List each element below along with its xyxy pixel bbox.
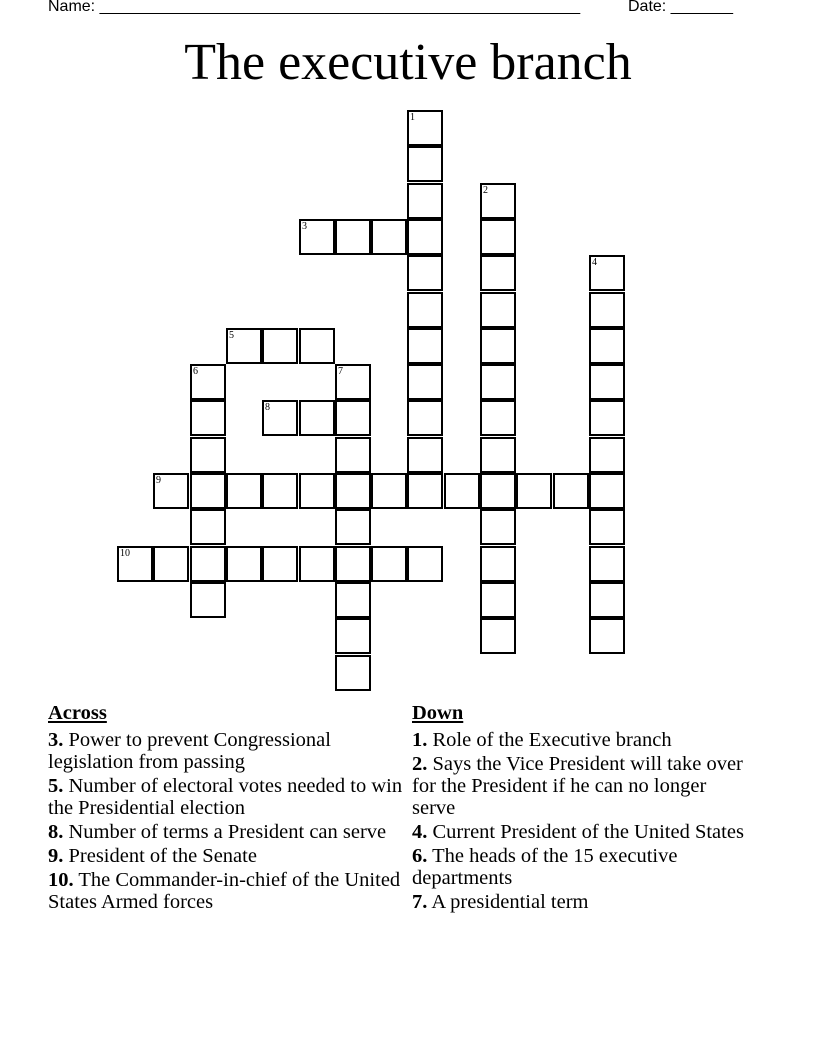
- grid-cell[interactable]: [407, 146, 443, 182]
- grid-cell[interactable]: [480, 328, 516, 364]
- cell-number: 10: [120, 548, 130, 559]
- grid-cell[interactable]: [190, 400, 226, 436]
- name-field[interactable]: Name: ______________________________________________________: [48, 0, 581, 15]
- grid-cell[interactable]: [480, 400, 516, 436]
- grid-cell[interactable]: [190, 546, 226, 582]
- grid-cell[interactable]: [480, 255, 516, 291]
- cell-number: 4: [592, 257, 597, 268]
- clue-text: Current President of the United States: [427, 821, 744, 843]
- grid-cell[interactable]: [335, 364, 371, 400]
- grid-cell[interactable]: [190, 509, 226, 545]
- grid-cell[interactable]: [480, 473, 516, 509]
- clue-text: The heads of the 15 executive departments: [412, 845, 678, 889]
- grid-cell[interactable]: [262, 328, 298, 364]
- clue-text: Power to prevent Congressional legislation from passing: [48, 729, 331, 773]
- grid-cell[interactable]: [480, 219, 516, 255]
- cell-number: 8: [265, 402, 270, 413]
- clue-number: 2.: [412, 753, 428, 775]
- clue-number: 5.: [48, 775, 64, 797]
- grid-cell[interactable]: [516, 473, 552, 509]
- grid-cell[interactable]: [299, 219, 335, 255]
- grid-cell[interactable]: [553, 473, 589, 509]
- grid-cell[interactable]: [299, 546, 335, 582]
- cell-number: 9: [156, 475, 161, 486]
- grid-cell[interactable]: [335, 400, 371, 436]
- grid-cell[interactable]: [299, 400, 335, 436]
- grid-cell[interactable]: [589, 473, 625, 509]
- grid-cell[interactable]: [589, 582, 625, 618]
- grid-cell[interactable]: [407, 364, 443, 400]
- grid-cell[interactable]: [480, 618, 516, 654]
- grid-cell[interactable]: [190, 582, 226, 618]
- grid-cell[interactable]: [190, 437, 226, 473]
- grid-cell[interactable]: [153, 546, 189, 582]
- grid-cell[interactable]: [371, 546, 407, 582]
- grid-cell[interactable]: [299, 328, 335, 364]
- clue-across-8: [48, 821, 408, 843]
- clue-number: 6.: [412, 845, 428, 867]
- grid-cell[interactable]: [226, 328, 262, 364]
- clue-number: 10.: [48, 869, 74, 891]
- clue-number: 3.: [48, 729, 64, 751]
- grid-cell[interactable]: [480, 183, 516, 219]
- cell-number: 1: [410, 112, 415, 123]
- grid-cell[interactable]: [335, 437, 371, 473]
- across-clues: [48, 702, 408, 915]
- grid-cell[interactable]: [262, 400, 298, 436]
- grid-cell[interactable]: [335, 582, 371, 618]
- grid-cell[interactable]: [407, 255, 443, 291]
- clue-text: Says the Vice President will take over for the President if he can no longer serve: [412, 753, 743, 819]
- grid-cell[interactable]: [407, 219, 443, 255]
- grid-cell[interactable]: [589, 546, 625, 582]
- grid-cell[interactable]: [407, 546, 443, 582]
- clue-across-10: [48, 869, 408, 913]
- grid-cell[interactable]: [226, 546, 262, 582]
- clue-down-2: [412, 753, 752, 819]
- clue-down-4: [412, 821, 752, 843]
- clue-number: 7.: [412, 891, 428, 913]
- clue-down-6: [412, 845, 752, 889]
- clue-across-5: [48, 775, 408, 819]
- grid-cell[interactable]: [589, 255, 625, 291]
- date-field[interactable]: Date: _______: [628, 0, 733, 15]
- grid-cell[interactable]: [480, 546, 516, 582]
- grid-cell[interactable]: [371, 219, 407, 255]
- cell-number: 5: [229, 330, 234, 341]
- down-clues: [412, 702, 752, 915]
- grid-cell[interactable]: [589, 292, 625, 328]
- grid-cell[interactable]: [371, 473, 407, 509]
- clue-text: Number of electoral votes needed to win the Presidential election: [48, 775, 403, 819]
- grid-cell[interactable]: [589, 509, 625, 545]
- grid-cell[interactable]: [226, 473, 262, 509]
- clue-text: A presidential term: [427, 891, 589, 913]
- grid-cell[interactable]: [335, 618, 371, 654]
- grid-cell[interactable]: [444, 473, 480, 509]
- grid-cell[interactable]: [190, 473, 226, 509]
- grid-cell[interactable]: [335, 219, 371, 255]
- grid-cell[interactable]: [153, 473, 189, 509]
- cell-number: 3: [302, 221, 307, 232]
- grid-cell[interactable]: [190, 364, 226, 400]
- grid-cell[interactable]: [589, 364, 625, 400]
- grid-cell[interactable]: [335, 509, 371, 545]
- cell-number: 2: [483, 185, 488, 196]
- grid-cell[interactable]: [589, 618, 625, 654]
- grid-cell[interactable]: [335, 473, 371, 509]
- clue-down-1: [412, 729, 752, 751]
- clue-number: 1.: [412, 729, 428, 751]
- grid-cell[interactable]: [407, 437, 443, 473]
- clue-across-9: [48, 845, 408, 867]
- clue-down-7: [412, 891, 752, 913]
- grid-cell[interactable]: [407, 328, 443, 364]
- clue-text: President of the Senate: [63, 845, 257, 867]
- grid-cell[interactable]: [262, 473, 298, 509]
- grid-cell[interactable]: [480, 509, 516, 545]
- grid-cell[interactable]: [589, 400, 625, 436]
- grid-cell[interactable]: [407, 292, 443, 328]
- grid-cell[interactable]: [480, 582, 516, 618]
- grid-cell[interactable]: [335, 546, 371, 582]
- grid-cell[interactable]: [299, 473, 335, 509]
- grid-cell[interactable]: [117, 546, 153, 582]
- cell-number: 7: [338, 366, 343, 377]
- page-title: The executive branch: [184, 34, 632, 91]
- clue-number: 8.: [48, 821, 64, 843]
- grid-cell[interactable]: [480, 437, 516, 473]
- grid-cell[interactable]: [335, 655, 371, 691]
- cell-number: 6: [193, 366, 198, 377]
- grid-cell[interactable]: [407, 473, 443, 509]
- down-heading: Down: [412, 702, 464, 724]
- grid-cell[interactable]: [262, 546, 298, 582]
- clue-across-3: [48, 729, 408, 773]
- grid-cell[interactable]: [480, 364, 516, 400]
- grid-cell[interactable]: [589, 437, 625, 473]
- clue-number: 4.: [412, 821, 428, 843]
- clue-text: Role of the Executive branch: [427, 729, 672, 751]
- grid-cell[interactable]: [407, 400, 443, 436]
- clue-text: The Commander-in-chief of the United States Armed forces: [48, 869, 401, 913]
- across-heading: Across: [48, 702, 107, 724]
- grid-cell[interactable]: [407, 110, 443, 146]
- grid-cell[interactable]: [589, 328, 625, 364]
- grid-cell[interactable]: [407, 183, 443, 219]
- clue-text: Number of terms a President can serve: [63, 821, 387, 843]
- clue-number: 9.: [48, 845, 64, 867]
- grid-cell[interactable]: [480, 292, 516, 328]
